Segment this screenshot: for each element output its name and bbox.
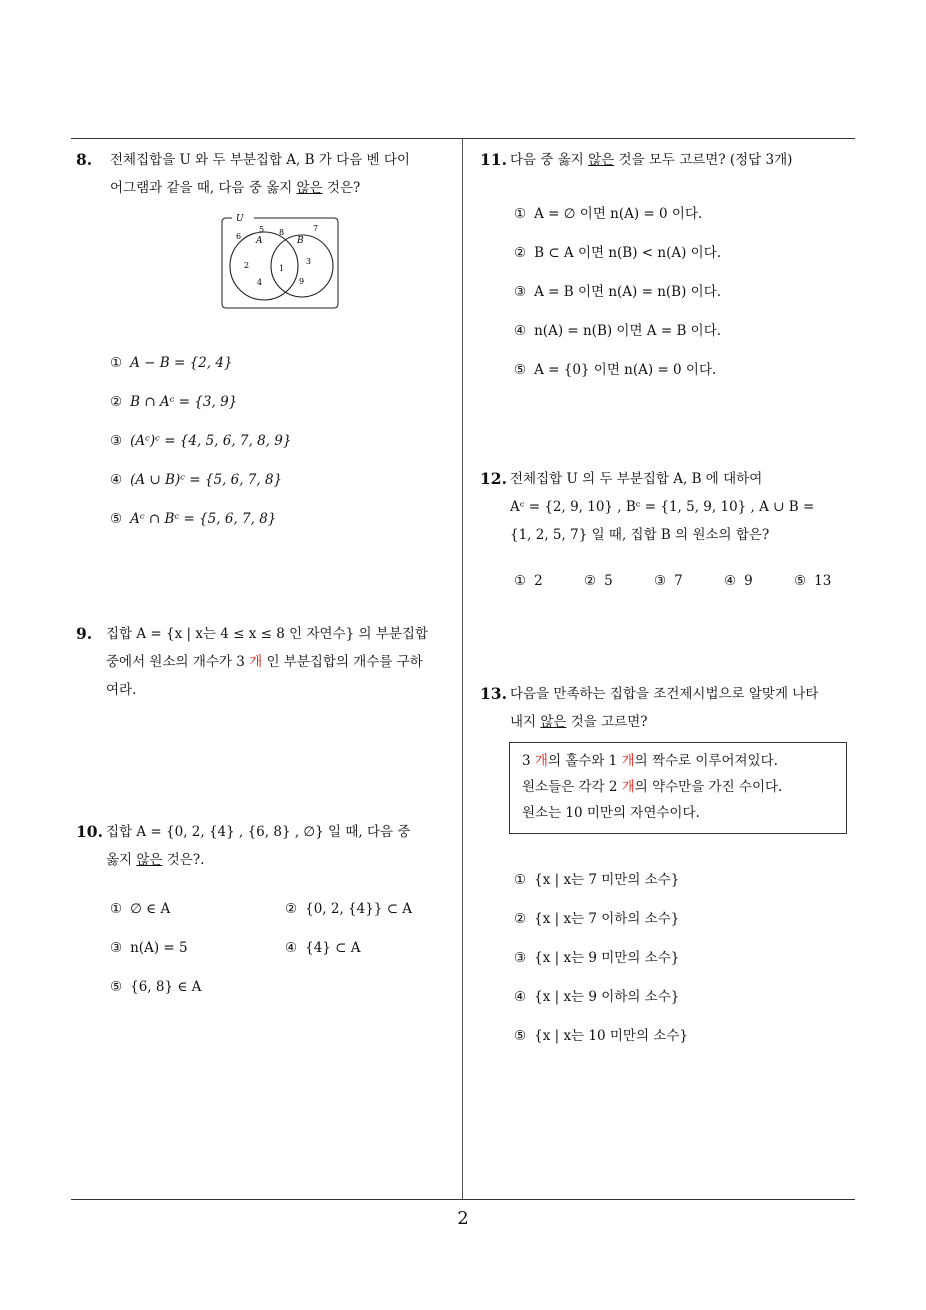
- condition-line: [522, 774, 846, 800]
- option-mark: ⑤: [514, 362, 527, 378]
- option-mark: ③: [514, 284, 527, 300]
- option-mark: ⑤: [110, 511, 123, 527]
- option-mark: ②: [514, 911, 527, 927]
- option-mark: ①: [514, 872, 527, 888]
- answer-option[interactable]: [110, 355, 233, 371]
- highlight-text: 개: [621, 779, 635, 795]
- question-number: 12.: [480, 469, 507, 488]
- venn-element: 2: [244, 261, 250, 270]
- option-mark: ④: [724, 573, 737, 589]
- highlight-text: 개: [621, 753, 635, 769]
- question-number: 9.: [76, 624, 93, 643]
- stem-line: [510, 708, 818, 736]
- stem-line: [110, 174, 410, 202]
- answer-option[interactable]: [514, 946, 679, 966]
- stem-text: 인 부분집합의 개수를 구하: [262, 654, 423, 670]
- question-stem: [510, 146, 792, 174]
- question-number: 13.: [480, 684, 507, 703]
- option-mark: ①: [110, 355, 123, 371]
- stem-line: [106, 648, 428, 676]
- answer-option[interactable]: [285, 901, 412, 917]
- option-text: A = ∅ 이면 n(A) = 0 이다.: [534, 206, 703, 222]
- option-mark: ④: [285, 940, 298, 956]
- stem-text: 것을 고르면?: [566, 714, 648, 730]
- option-text: A = B 이면 n(A) = n(B) 이다.: [534, 284, 722, 300]
- stem-text: 것은?: [322, 180, 361, 196]
- option-mark: ④: [514, 989, 527, 1005]
- venn-element: 9: [299, 277, 305, 286]
- stem-line: 집합 A = {0, 2, {4} , {6, 8} , ∅} 일 때, 다음 중: [106, 824, 411, 840]
- condition-text: 의 홀수와 1: [547, 753, 622, 769]
- question-number: 11.: [480, 150, 507, 169]
- question-number: 10.: [76, 822, 103, 841]
- stem-line: 전체집합 U 의 두 부분집합 A, B 에 대하여: [510, 471, 763, 487]
- venn-label-a: A: [256, 236, 263, 246]
- option-text: n(A) = 5: [130, 940, 188, 956]
- question-stem: [106, 818, 410, 874]
- answer-option[interactable]: [110, 901, 170, 917]
- stem-line: Aᶜ = {2, 9, 10} , Bᶜ = {1, 5, 9, 10} , A ∪ B =: [510, 499, 815, 515]
- stem-line: [106, 846, 410, 874]
- question-number: 8.: [76, 150, 93, 169]
- venn-element: 1: [279, 264, 285, 273]
- answer-option[interactable]: [514, 907, 679, 927]
- option-text: {x | x는 10 미만의 소수}: [534, 1028, 688, 1044]
- answer-option[interactable]: [654, 573, 683, 589]
- option-mark: ①: [110, 901, 123, 917]
- option-mark: ②: [584, 573, 597, 589]
- option-text: n(A) = n(B) 이면 A = B 이다.: [534, 323, 722, 339]
- answer-option[interactable]: [514, 358, 716, 378]
- stem-line: 다음을 만족하는 집합을 조건제시법으로 알맞게 나타: [510, 686, 819, 702]
- option-text: {x | x는 9 이하의 소수}: [534, 989, 680, 1005]
- answer-option[interactable]: [514, 1024, 688, 1044]
- answer-option[interactable]: [514, 319, 721, 339]
- option-mark: ③: [514, 950, 527, 966]
- option-text: {0, 2, {4}} ⊂ A: [305, 901, 413, 917]
- option-text: {x | x는 7 미만의 소수}: [534, 872, 680, 888]
- condition-text: 3: [522, 753, 535, 769]
- option-mark: ③: [110, 940, 123, 956]
- option-text: A = {0} 이면 n(A) = 0 이다.: [534, 362, 717, 378]
- stem-line: 전체집합을 U 와 두 부분집합 A, B 가 다음 벤 다이: [110, 152, 410, 168]
- bottom-rule: [71, 1199, 855, 1200]
- venn-universal-label: U: [236, 214, 244, 224]
- option-mark: ③: [110, 433, 123, 449]
- option-text: B ⊂ A 이면 n(B) < n(A) 이다.: [534, 245, 722, 261]
- venn-diagram: [218, 212, 342, 310]
- highlight-text: 개: [249, 654, 263, 670]
- page-number: 2: [457, 1208, 469, 1229]
- venn-element: 5: [259, 225, 265, 234]
- stem-line: 여라.: [106, 682, 137, 698]
- option-text: (Aᶜ)ᶜ = {4, 5, 6, 7, 8, 9}: [130, 433, 292, 449]
- stem-text: 다음 중 옳지: [510, 152, 589, 168]
- stem-line: {1, 2, 5, 7} 일 때, 집합 B 의 원소의 합은?: [510, 527, 770, 543]
- conditions-box: [509, 742, 847, 834]
- option-mark: ①: [514, 573, 527, 589]
- venn-label-b: B: [297, 236, 304, 246]
- option-text: ∅ ∈ A: [130, 901, 171, 917]
- option-mark: ②: [110, 394, 123, 410]
- stem-text: 것은?.: [162, 852, 205, 868]
- venn-element: 4: [257, 278, 263, 287]
- option-text: 13: [814, 573, 832, 589]
- option-text: 9: [744, 573, 753, 589]
- emphasis-underline: 않은: [540, 714, 567, 730]
- venn-element: 3: [306, 257, 312, 266]
- question-stem: [510, 465, 814, 549]
- answer-option[interactable]: [584, 573, 613, 589]
- option-text: B ∩ Aᶜ = {3, 9}: [130, 394, 238, 410]
- option-mark: ④: [110, 472, 123, 488]
- highlight-text: 개: [534, 753, 548, 769]
- option-text: 7: [674, 573, 683, 589]
- option-mark: ⑤: [514, 1028, 527, 1044]
- option-mark: ②: [285, 901, 298, 917]
- stem-text: 옳지: [106, 852, 137, 868]
- option-text: A − B = {2, 4}: [130, 355, 233, 371]
- emphasis-underline: 않은: [588, 152, 615, 168]
- venn-element: 8: [279, 228, 285, 237]
- option-text: Aᶜ ∩ Bᶜ = {5, 6, 7, 8}: [130, 511, 277, 527]
- answer-option[interactable]: [110, 433, 291, 449]
- stem-text: 중에서 원소의 개수가 3: [106, 654, 250, 670]
- option-text: 5: [604, 573, 613, 589]
- option-text: (A ∪ B)ᶜ = {5, 6, 7, 8}: [130, 472, 283, 488]
- venn-element: 6: [236, 232, 242, 241]
- answer-option[interactable]: [724, 573, 753, 589]
- answer-option[interactable]: [110, 940, 188, 956]
- answer-option[interactable]: [110, 979, 201, 995]
- option-text: {x | x는 7 이하의 소수}: [534, 911, 680, 927]
- answer-option[interactable]: [794, 573, 831, 589]
- answer-option[interactable]: [110, 511, 276, 527]
- option-mark: ①: [514, 206, 527, 222]
- option-text: {6, 8} ∈ A: [130, 979, 202, 995]
- answer-option[interactable]: [514, 202, 702, 222]
- question-stem: [110, 146, 410, 202]
- question-stem: [510, 680, 818, 736]
- emphasis-underline: 않은: [296, 180, 323, 196]
- answer-option[interactable]: [514, 985, 679, 1005]
- condition-text: 원소들은 각각 2: [522, 779, 622, 795]
- answer-option[interactable]: [514, 280, 721, 300]
- column-divider: [462, 139, 463, 1199]
- stem-line: [510, 146, 792, 174]
- option-text: {x | x는 9 미만의 소수}: [534, 950, 680, 966]
- condition-text: 의 짝수로 이루어져있다.: [634, 753, 778, 769]
- stem-text: 내지: [510, 714, 541, 730]
- stem-line: 집합 A = {x | x는 4 ≤ x ≤ 8 인 자연수} 의 부분집합: [106, 626, 428, 642]
- stem-text: 것을 모두 고르면? (정답 3개): [614, 152, 793, 168]
- stem-text: 어그램과 같을 때, 다음 중 옳지: [110, 180, 297, 196]
- answer-option[interactable]: [514, 573, 543, 589]
- emphasis-underline: 않은: [136, 852, 163, 868]
- option-mark: ⑤: [110, 979, 123, 995]
- condition-line: 원소는 10 미만의 자연수이다.: [522, 805, 700, 821]
- answer-option[interactable]: [514, 241, 721, 261]
- option-mark: ③: [654, 573, 667, 589]
- top-rule: [71, 138, 855, 139]
- option-text: 2: [534, 573, 543, 589]
- venn-circle-a: [230, 232, 298, 300]
- condition-line: [522, 748, 846, 774]
- option-text: {4} ⊂ A: [305, 940, 361, 956]
- option-mark: ⑤: [794, 573, 807, 589]
- option-mark: ②: [514, 245, 527, 261]
- venn-element: 7: [313, 224, 319, 233]
- condition-text: 의 약수만을 가진 수이다.: [634, 779, 783, 795]
- answer-option[interactable]: [110, 394, 237, 410]
- answer-option[interactable]: [110, 472, 282, 488]
- option-mark: ④: [514, 323, 527, 339]
- answer-option[interactable]: [285, 940, 361, 956]
- answer-option[interactable]: [514, 868, 679, 888]
- question-stem: [106, 620, 428, 704]
